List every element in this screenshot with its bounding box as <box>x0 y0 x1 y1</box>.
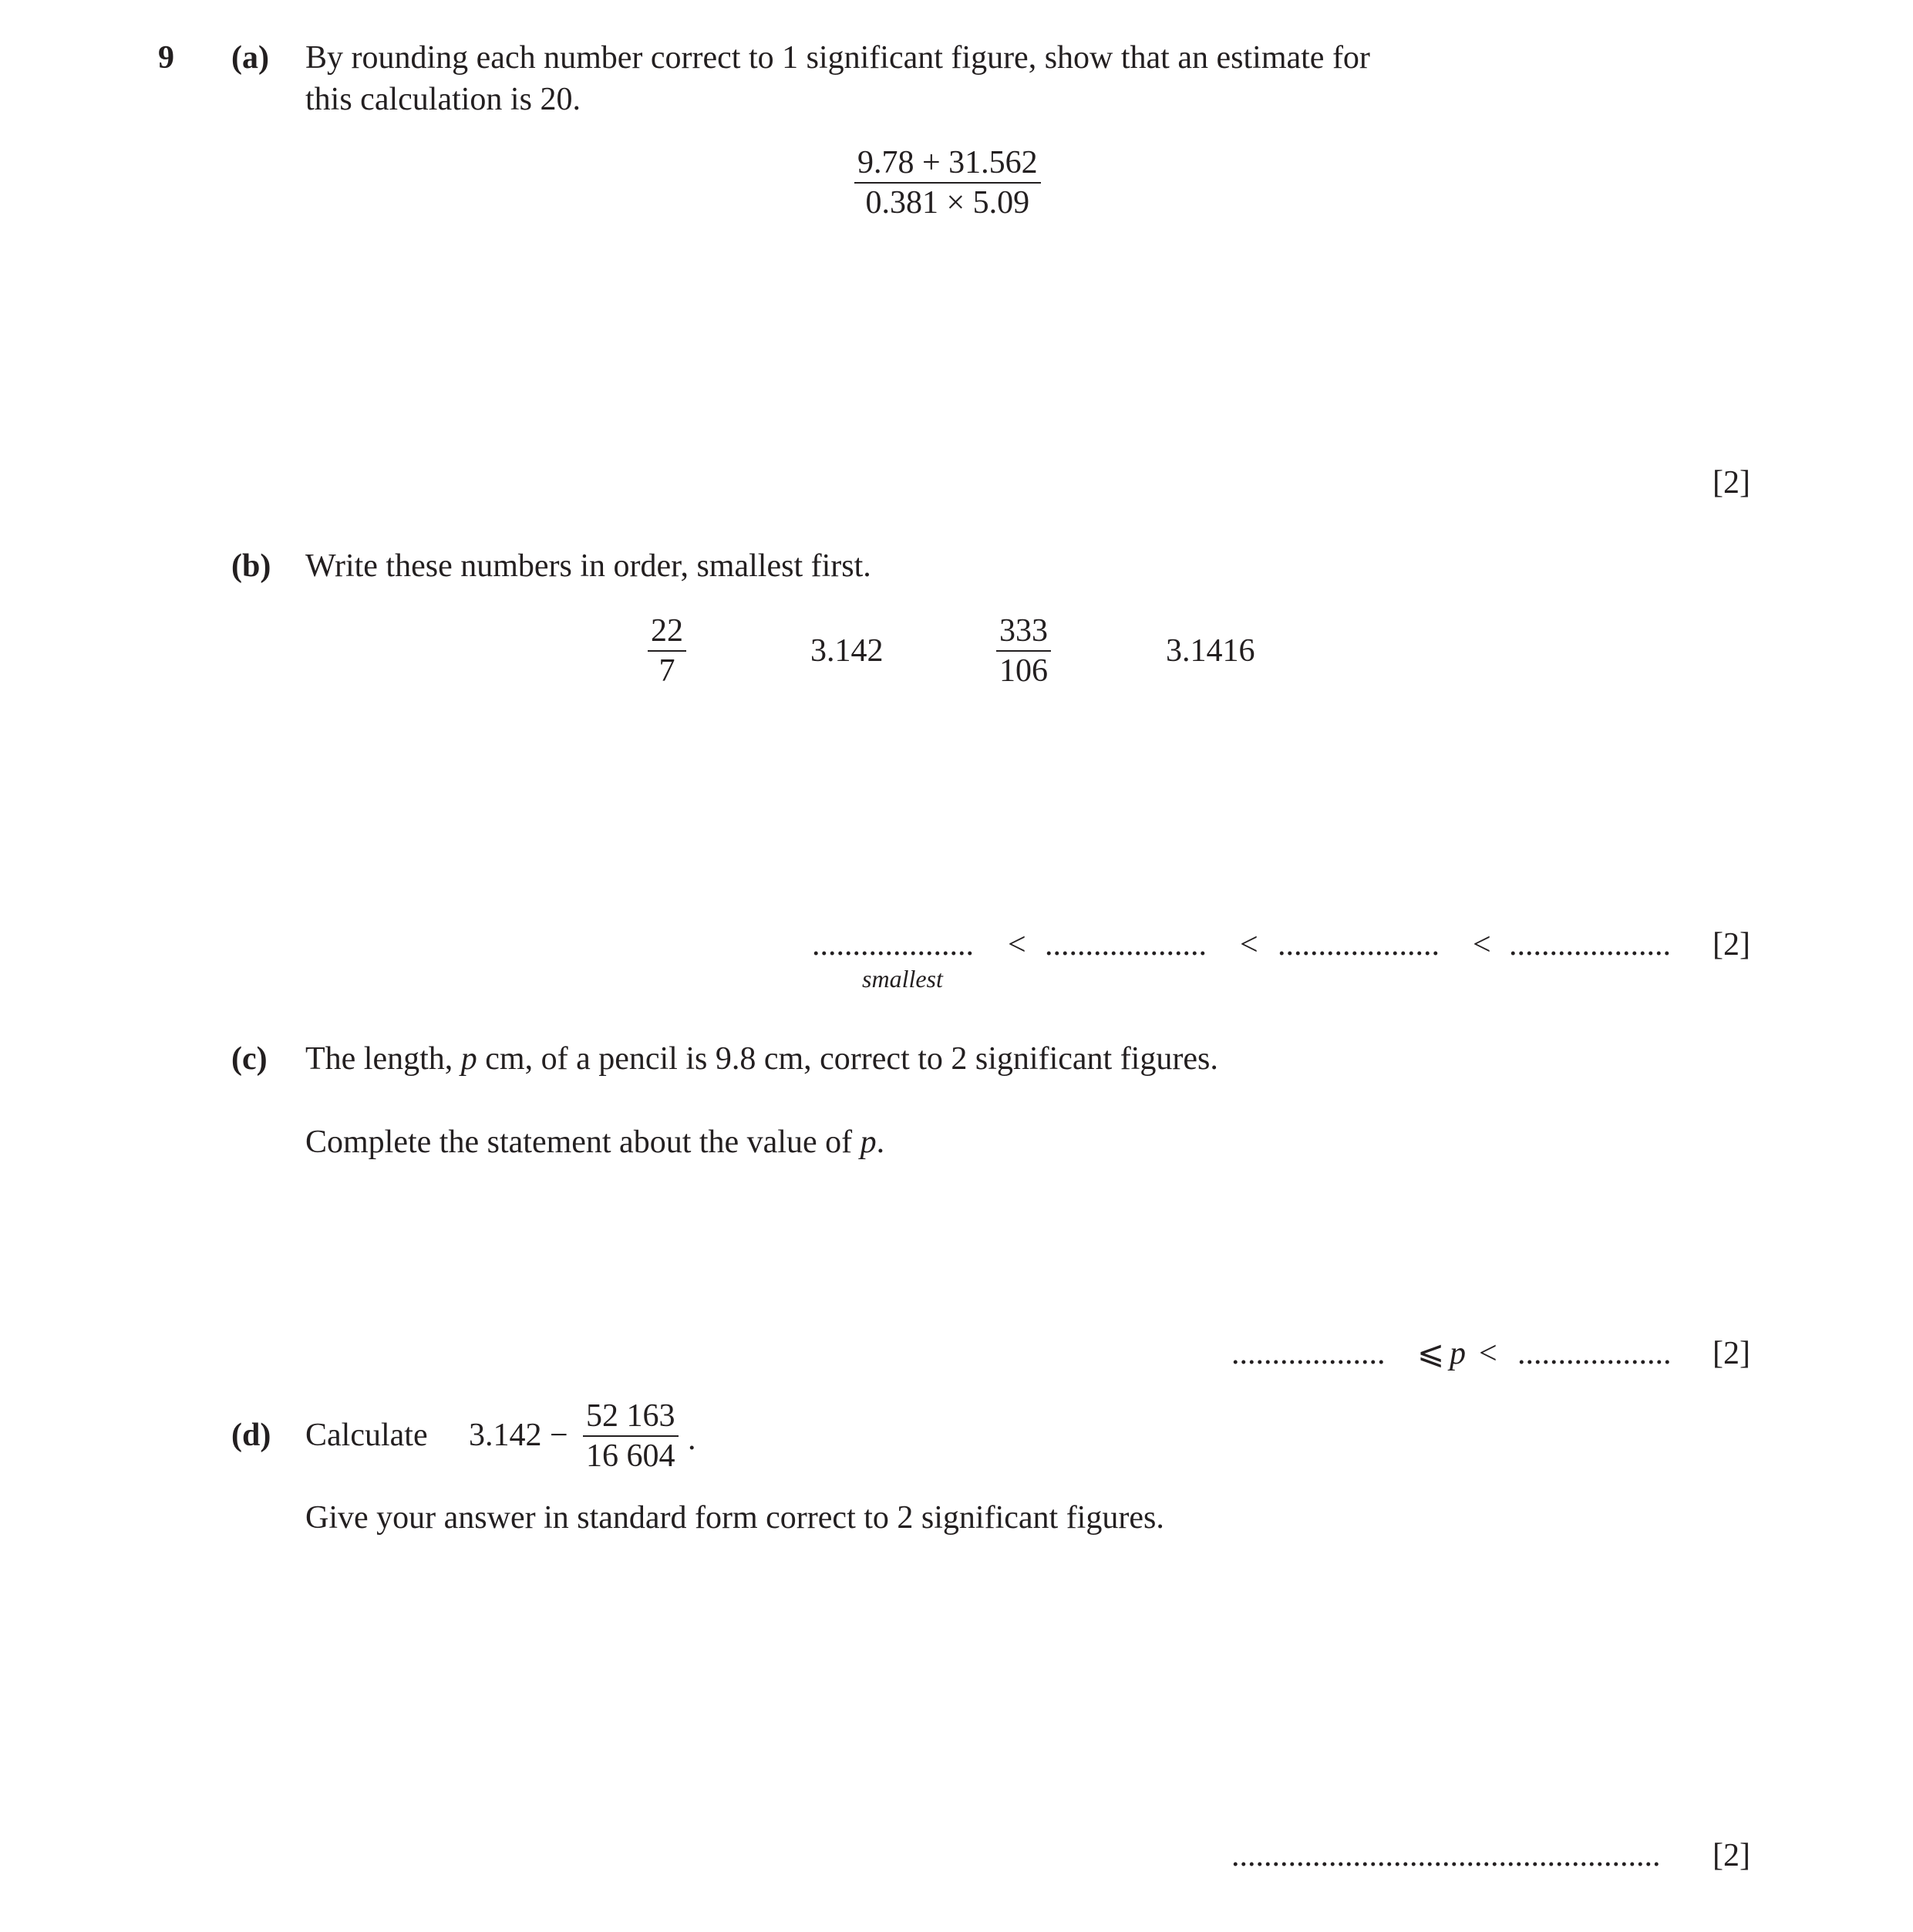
part-b-answer-blank-4[interactable]: .................... <box>1509 927 1671 963</box>
part-b-less-than-1: < <box>1008 927 1026 963</box>
part-d-calc-end: . <box>688 1421 696 1457</box>
part-d-frac-numerator: 52 163 <box>583 1400 679 1437</box>
part-b-less-than-3: < <box>1473 927 1491 963</box>
part-c-instruction-post: . <box>876 1124 885 1160</box>
part-b-num3-numerator: 333 <box>996 615 1051 652</box>
part-d-calc-word: Calculate <box>305 1418 428 1453</box>
part-a-marks: [2] <box>1713 465 1750 501</box>
part-c-lt-symbol: < <box>1479 1336 1497 1371</box>
part-b-number-4: 3.1416 <box>1166 633 1255 669</box>
part-c-answer-blank-upper[interactable]: ................... <box>1517 1336 1672 1371</box>
part-d-label: (d) <box>231 1418 271 1453</box>
part-c-text-pre: The length, <box>305 1041 461 1077</box>
part-b-marks: [2] <box>1713 927 1750 963</box>
part-b-number-3 <box>996 615 1051 687</box>
part-b-label: (b) <box>231 548 271 584</box>
part-b-num1-numerator: 22 <box>648 615 686 652</box>
part-c-instruction <box>305 1126 884 1158</box>
part-c-leq-symbol: ⩽ <box>1417 1336 1445 1371</box>
part-c-text <box>305 1043 1218 1075</box>
part-d-fraction <box>583 1400 679 1472</box>
part-c-instruction-pre: Complete the statement about the value of <box>305 1124 861 1160</box>
question-number: 9 <box>158 40 174 76</box>
part-c-variable: p <box>460 1041 477 1077</box>
part-c-instruction-var: p <box>860 1124 877 1160</box>
part-b-number-2: 3.142 <box>810 633 884 669</box>
part-d-calc-lead: 3.142 − <box>469 1418 568 1453</box>
part-a-expr-numerator: 9.78 + 31.562 <box>854 147 1041 184</box>
part-c-answer-blank-lower[interactable]: ................... <box>1231 1336 1386 1371</box>
part-d-answer-blank[interactable]: ..................................................... <box>1231 1838 1661 1873</box>
part-b-less-than-2: < <box>1240 927 1258 963</box>
part-b-answer-blank-3[interactable]: .................... <box>1278 927 1440 963</box>
part-a-text-line1: By rounding each number correct to 1 significant figure, show that an estimate for <box>305 40 1370 76</box>
part-a-text-line2: this calculation is 20. <box>305 82 581 117</box>
part-a-label: (a) <box>231 40 269 76</box>
part-b-num3-denominator: 106 <box>999 653 1048 689</box>
part-b-text: Write these numbers in order, smallest first. <box>305 548 871 584</box>
part-d-frac-denominator: 16 604 <box>586 1438 675 1474</box>
part-b-answer-blank-1[interactable]: .................... <box>812 927 974 963</box>
part-c-marks: [2] <box>1713 1336 1750 1371</box>
part-b-answer-blank-2[interactable]: .................... <box>1045 927 1207 963</box>
part-c-text-post: cm, of a pencil is 9.8 cm, correct to 2 significant figures. <box>477 1041 1218 1077</box>
part-c-label: (c) <box>231 1041 268 1077</box>
part-a-expr-denominator: 0.381 × 5.09 <box>865 185 1030 221</box>
part-d-marks: [2] <box>1713 1838 1750 1873</box>
part-b-number-1 <box>648 615 686 687</box>
part-b-num1-denominator: 7 <box>658 653 675 689</box>
part-b-smallest-label: smallest <box>862 965 943 993</box>
part-c-p-variable: p <box>1450 1336 1466 1371</box>
part-a-expression <box>854 147 1041 219</box>
part-d-instruction: Give your answer in standard form correct to 2 significant figures. <box>305 1500 1164 1536</box>
